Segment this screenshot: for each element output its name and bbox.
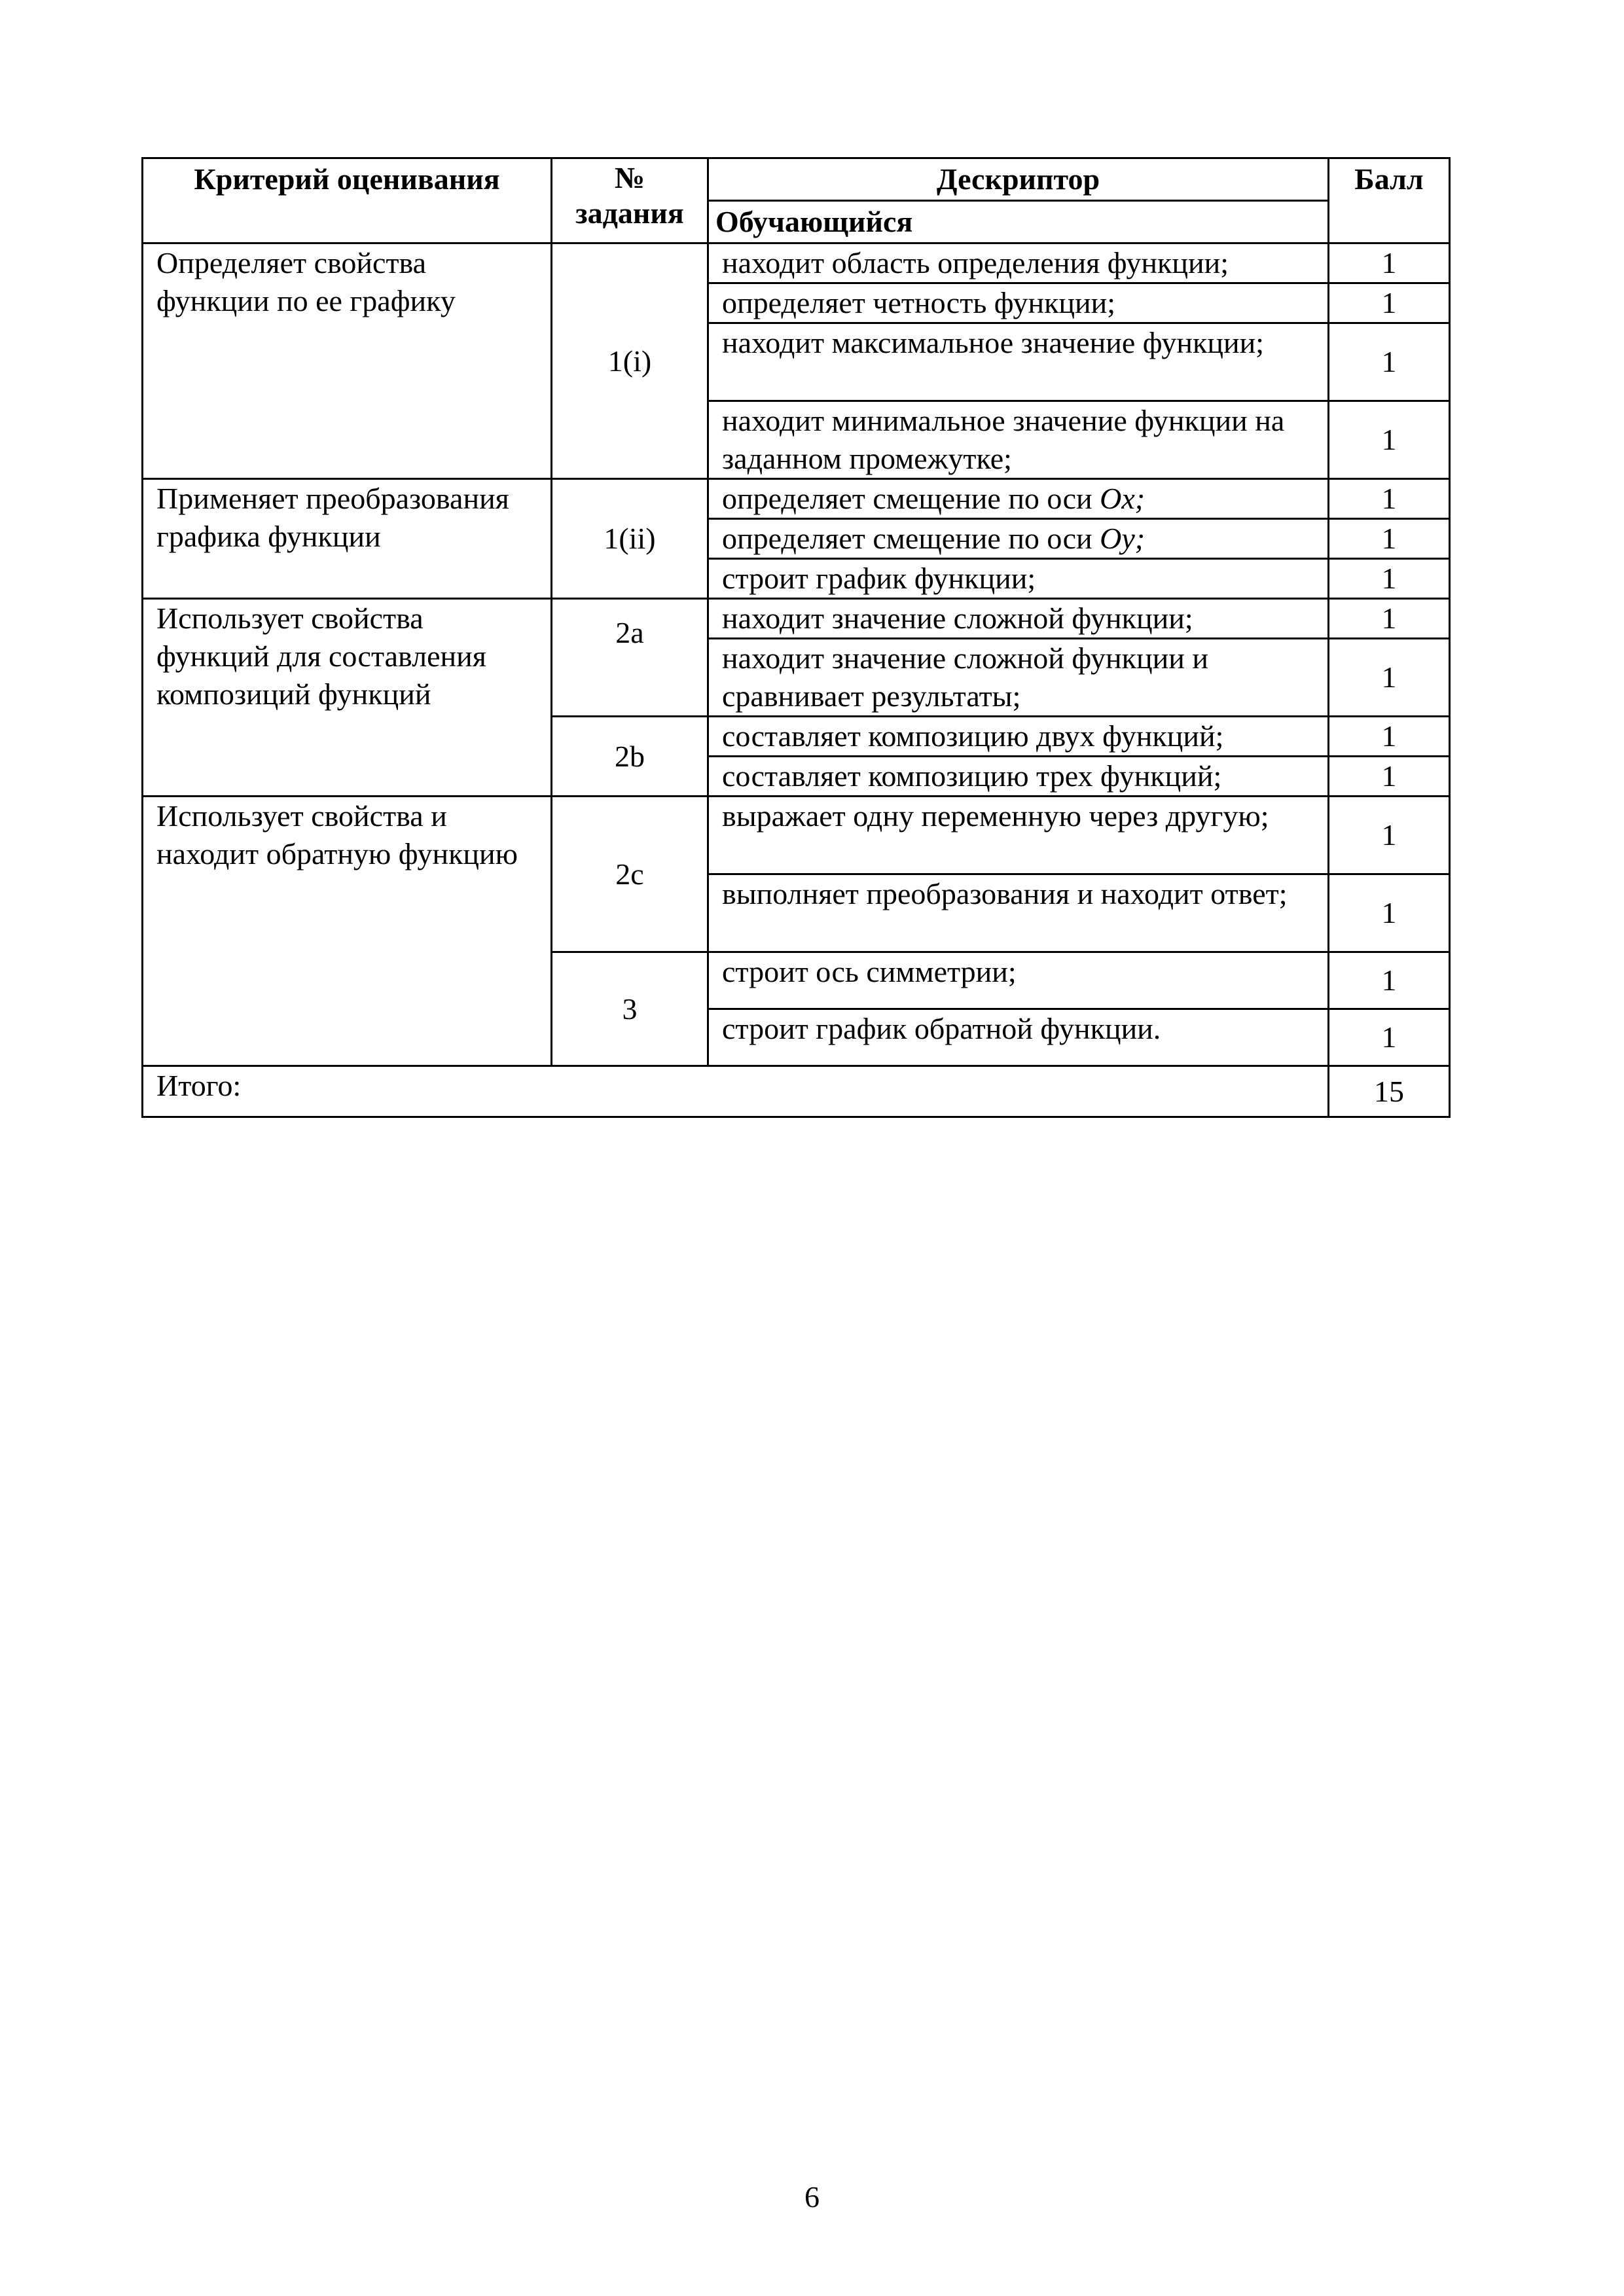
- descriptor-cell: составляет композицию двух функций;: [708, 717, 1329, 757]
- axis-label: Ox;: [1100, 482, 1146, 515]
- score-cell: 1: [1329, 797, 1450, 874]
- task-number-cell: 3: [552, 952, 708, 1066]
- score-cell: 1: [1329, 757, 1450, 797]
- total-value: 15: [1329, 1066, 1450, 1117]
- score-cell: 1: [1329, 599, 1450, 639]
- criterion-cell: Использует свойства функций для составления композиций функций: [143, 599, 552, 797]
- descriptor-cell: находит область определения функции;: [708, 243, 1329, 283]
- descriptor-cell: находит значение сложной функции;: [708, 599, 1329, 639]
- descriptor-cell: выражает одну переменную через другую;: [708, 797, 1329, 874]
- descriptor-cell: строит ось симметрии;: [708, 952, 1329, 1009]
- descriptor-cell: выполняет преобразования и находит ответ;: [708, 874, 1329, 952]
- total-label: Итого:: [143, 1066, 1329, 1117]
- header-descriptor-learner: Обучающийся: [708, 201, 1329, 243]
- score-cell: 1: [1329, 874, 1450, 952]
- score-cell: 1: [1329, 283, 1450, 323]
- task-number-cell: 2c: [552, 797, 708, 952]
- descriptor-cell: определяет четность функции;: [708, 283, 1329, 323]
- header-criterion: Критерий оценивания: [143, 158, 552, 243]
- score-cell: 1: [1329, 952, 1450, 1009]
- descriptor-cell: строит график обратной функции.: [708, 1009, 1329, 1066]
- header-score: Балл: [1329, 158, 1450, 243]
- task-number-cell: 1(i): [552, 243, 708, 479]
- table-row: [143, 599, 1450, 639]
- header-row: [143, 158, 1450, 201]
- descriptor-cell: [708, 479, 1329, 519]
- table-row: [143, 797, 1450, 874]
- descriptor-text: определяет смещение по оси: [722, 482, 1100, 515]
- task-number-cell: 2b: [552, 717, 708, 797]
- score-cell: 1: [1329, 639, 1450, 717]
- axis-label: Oy;: [1100, 522, 1146, 555]
- score-cell: 1: [1329, 519, 1450, 559]
- score-cell: 1: [1329, 717, 1450, 757]
- criterion-cell: Применяет преобразования графика функции: [143, 479, 552, 599]
- descriptor-text: определяет смещение по оси: [722, 522, 1100, 555]
- score-cell: 1: [1329, 479, 1450, 519]
- descriptor-cell: строит график функции;: [708, 559, 1329, 599]
- descriptor-cell: [708, 519, 1329, 559]
- table-row: [143, 479, 1450, 519]
- descriptor-cell: находит значение сложной функции и сравнивает результаты;: [708, 639, 1329, 717]
- table-row: [143, 243, 1450, 283]
- page-number: 6: [804, 2180, 820, 2214]
- header-task-number: № задания: [552, 158, 708, 243]
- criterion-cell: Использует свойства и находит обратную функцию: [143, 797, 552, 1066]
- score-cell: 1: [1329, 559, 1450, 599]
- criterion-cell: Определяет свойства функции по ее графику: [143, 243, 552, 479]
- descriptor-cell: находит минимальное значение функции на заданном промежутке;: [708, 401, 1329, 479]
- task-number-cell: 2a: [552, 599, 708, 717]
- assessment-rubric-table: [141, 157, 1451, 1118]
- header-descriptor: Дескриптор: [708, 158, 1329, 201]
- descriptor-cell: находит максимальное значение функции;: [708, 323, 1329, 401]
- score-cell: 1: [1329, 401, 1450, 479]
- total-row: [143, 1066, 1450, 1117]
- score-cell: 1: [1329, 243, 1450, 283]
- task-number-cell: 1(ii): [552, 479, 708, 599]
- descriptor-cell: составляет композицию трех функций;: [708, 757, 1329, 797]
- score-cell: 1: [1329, 1009, 1450, 1066]
- score-cell: 1: [1329, 323, 1450, 401]
